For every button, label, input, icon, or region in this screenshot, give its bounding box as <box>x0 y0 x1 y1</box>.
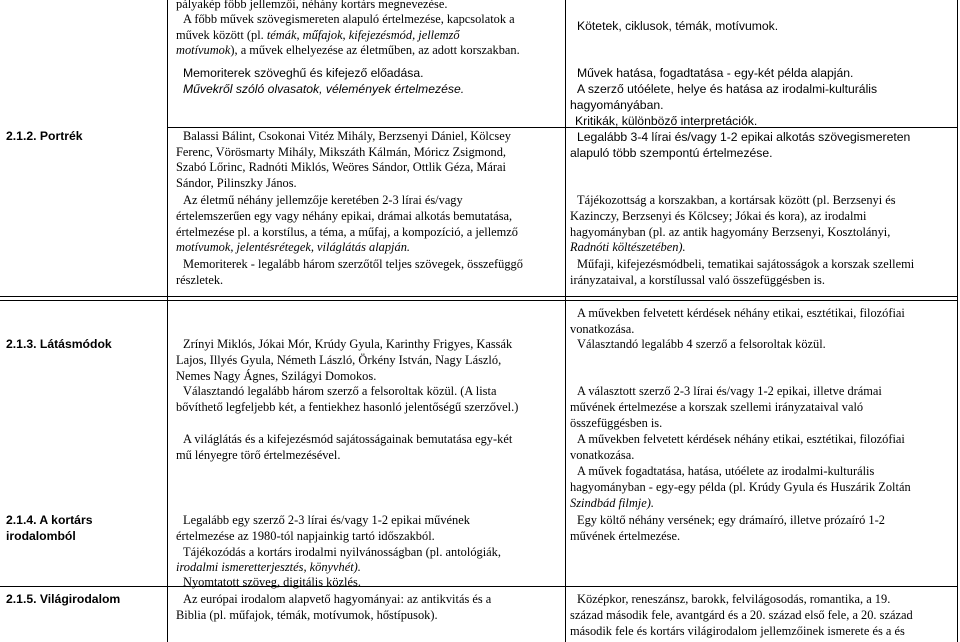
text-line: mű lényegre törő értelmezésével. <box>176 448 341 462</box>
text-line: Középkor, reneszánsz, barokk, felvilágosodás, romantika, a 19. <box>577 592 891 606</box>
text-line: A főbb művek szövegismereten alapuló értelmezése, kapcsolatok a <box>183 12 515 26</box>
section-heading: 2.1.5. Világirodalom <box>6 592 121 606</box>
text-line: művének értelmezése. <box>570 529 681 543</box>
text-line: hagyományában. <box>570 98 664 112</box>
text-line: értelmezése az 1980-tól napjainkig tartó időszakból. <box>176 529 435 543</box>
section-heading: 2.1.4. A kortárs <box>6 513 93 527</box>
text-line: motívumok), a művek elhelyezése az életműben, az adott korszakban. <box>176 43 520 57</box>
text-line: Választandó legalább három szerző a felsoroltak közül. (A lista <box>183 384 497 398</box>
text-line: Tájékozottság a korszakban, a kortársak között (pl. Berzsenyi és <box>577 193 896 207</box>
text-line: részletek. <box>176 273 224 287</box>
row-divider <box>0 586 958 587</box>
text-line: A művekben felvetett kérdések néhány etikai, esztétikai, filozófiai <box>577 306 905 320</box>
text-line: Legalább egy szerző 2-3 lírai és/vagy 1-2 epikai művének <box>183 513 470 527</box>
text-line: Szabó Lőrinc, Radnóti Miklós, Weöres Sándor, Ottlik Géza, Márai <box>176 160 507 174</box>
text-line: Műfaji, kifejezésmódbeli, tematikai sajátosságok a korszak szellemi <box>577 257 915 271</box>
text-line: Balassi Bálint, Csokonai Vitéz Mihály, Berzsenyi Dániel, Kölcsey <box>183 129 511 143</box>
text-line: Nyomtatott szöveg, digitális közlés. <box>183 575 361 589</box>
text-line: A világlátás és a kifejezésmód sajátosságainak bemutatása egy-két <box>183 432 513 446</box>
text-line: Memoriterek szöveghű és kifejező előadása. <box>183 66 424 80</box>
text-line: Zrínyi Miklós, Jókai Mór, Krúdy Gyula, Karinthy Frigyes, Kassák <box>183 337 513 351</box>
text-line: Memoriterek - legalább három szerzőtől teljes szövegek, összefüggő <box>183 257 523 271</box>
text-line: Művek hatása, fogadtatása - egy-két példa alapján. <box>577 66 854 80</box>
text-line: második fele és kortárs világirodalom jellemzőinek ismerete és a és <box>570 624 905 638</box>
text-line: művének értelmezése a korszak szellemi irányzataival való <box>570 400 864 414</box>
text-line: Művekről szóló olvasatok, vélemények értelmezése. <box>183 82 465 96</box>
text-line: összefüggésben is. <box>570 416 663 430</box>
section-heading-line2: irodalomból <box>6 529 76 543</box>
text-line: Biblia (pl. műfajok, témák, motívumok, hőstípusok). <box>176 608 438 622</box>
text-line: Tájékozódás a kortárs irodalmi nyilvánosságban (pl. antológiák, <box>183 545 501 559</box>
text-line: Radnóti költészetében). <box>570 240 686 254</box>
text-line: Az európai irodalom alapvető hagyományai: az antikvitás és a <box>183 592 492 606</box>
table-border-mid <box>565 0 566 642</box>
text-line: Kötetek, ciklusok, témák, motívumok. <box>577 19 779 33</box>
text-line: Szindbád filmje). <box>570 496 654 510</box>
text-line: Az életmű néhány jellemzője keretében 2-3 lírai és/vagy <box>183 193 463 207</box>
text-line: Ferenc, Vörösmarty Mihály, Mikszáth Kálmán, Móricz Zsigmond, <box>176 145 507 159</box>
section-heading: 2.1.3. Látásmódok <box>6 337 112 351</box>
text-line: Kritikák, különböző interpretációk. <box>575 114 758 128</box>
text-line: Sándor, Pilinszky János. <box>176 176 297 190</box>
table-border-right <box>957 0 958 642</box>
text-line: hagyományban - egy-egy példa (pl. Krúdy Gyula és Huszárik Zoltán <box>570 480 911 494</box>
text-line: motívumok, jelentésrétegek, világlátás alapján. <box>176 240 410 254</box>
row-divider <box>167 127 958 128</box>
row-divider <box>0 296 958 297</box>
text-line: Legalább 3-4 lírai és/vagy 1-2 epikai alkotás szövegismereten <box>577 130 911 144</box>
text-line: Lajos, Illyés Gyula, Németh László, Örkény István, Nagy László, <box>176 353 502 367</box>
text-line: hagyományban (pl. az antik hagyomány Berzsenyi, Kosztolányi, <box>570 225 891 239</box>
text-line: Választandó legalább 4 szerző a felsoroltak közül. <box>577 337 826 351</box>
section-heading: 2.1.2. Portrék <box>6 129 83 143</box>
text-line: pályakép főbb jellemzői, néhány kortárs megnevezése. <box>176 0 448 11</box>
text-line: A művek fogadtatása, hatása, utóélete az irodalmi-kulturális <box>577 464 875 478</box>
text-line: alapuló több szempontú értelmezése. <box>570 146 773 160</box>
text-line: értelmezése pl. a korstílus, a téma, a műfaj, a kompozíció, a jellemző <box>176 225 518 239</box>
text-line: irodalmi ismeretterjesztés, könyvhét). <box>176 560 361 574</box>
text-line: Nemes Nagy Ágnes, Szilágyi Domokos. <box>176 369 377 383</box>
text-line: A választott szerző 2-3 lírai és/vagy 1-2 epikai, illetve drámai <box>577 384 882 398</box>
text-line: A művekben felvetett kérdések néhány etikai, esztétikai, filozófiai <box>577 432 905 446</box>
text-line: vonatkozása. <box>570 448 635 462</box>
row-divider <box>0 300 958 301</box>
text-line: értelemszerűen egy vagy néhány epikai, drámai alkotás bemutatása, <box>176 209 513 223</box>
text-line: század második fele, avantgárd és a 20. század első fele, a 20. század <box>570 608 913 622</box>
text-line: Kazinczy, Berzsenyi és Kölcsey; Jókai és kora), az irodalmi <box>570 209 867 223</box>
text-line: A szerző utóélete, helye és hatása az irodalmi-kulturális <box>577 82 878 96</box>
text-line: Egy költő néhány versének; egy drámaíró, illetve prózaíró 1-2 <box>577 513 885 527</box>
table-border-left <box>167 0 168 642</box>
text-line: irányzataival, a korstílussal való összefüggésben is. <box>570 273 825 287</box>
text-line: vonatkozása. <box>570 322 635 336</box>
text-line: bővíthető legfeljebb két, a fentiekhez hasonló jelentőségű szerzővel.) <box>176 400 519 414</box>
text-line: művek között (pl. témák, műfajok, kifejezésmód, jellemző <box>176 28 460 42</box>
